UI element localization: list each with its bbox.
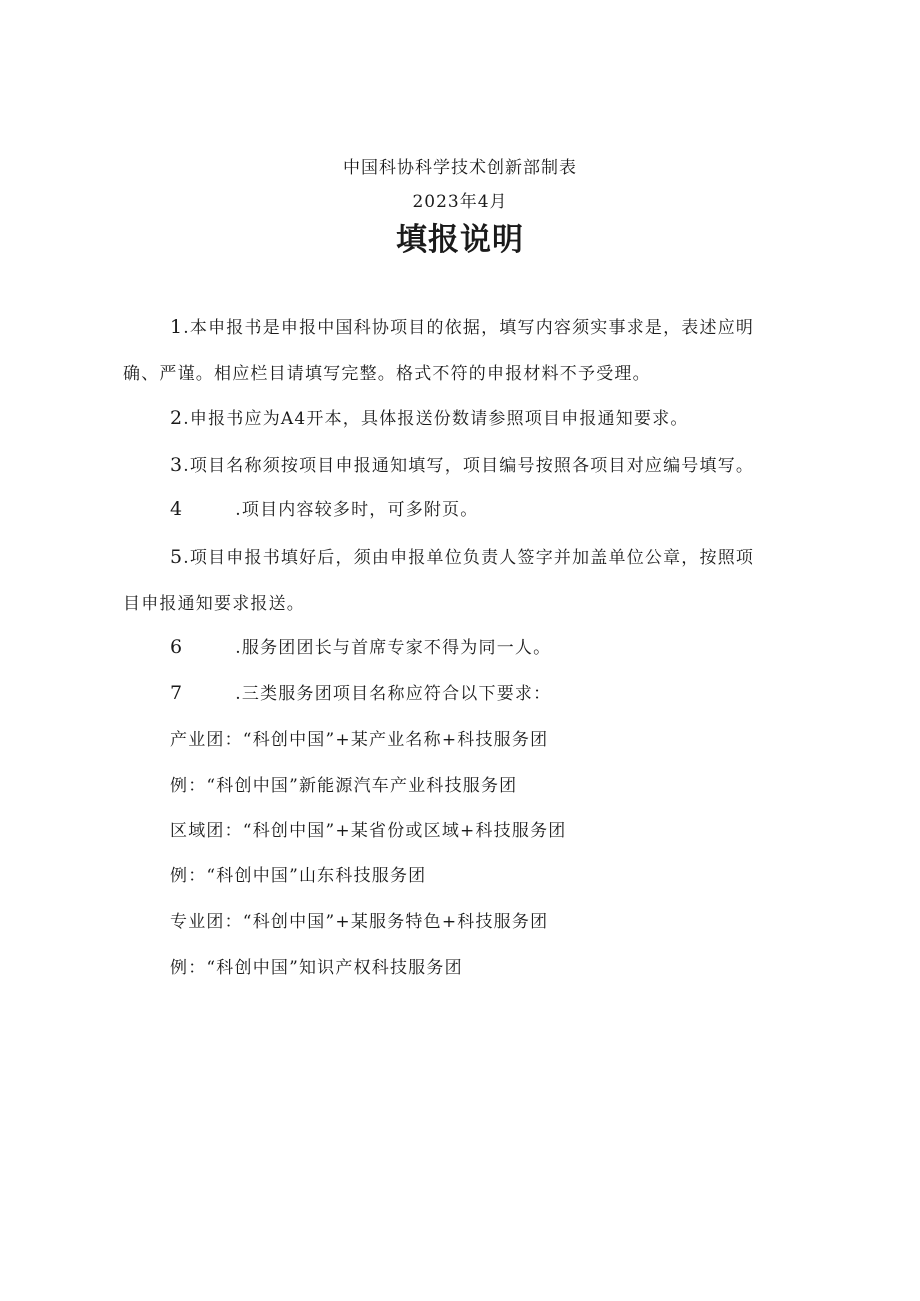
item-number: 4 — [170, 498, 184, 520]
issue-date: 2023年4月 — [412, 192, 508, 212]
instruction-item-6 — [170, 633, 551, 658]
instruction-item-5 — [170, 543, 754, 568]
item-number: 1 — [170, 316, 184, 338]
issuing-organization: 中国科协科学技术创新部制表 — [343, 158, 577, 178]
example-specialty-team: 例：“科创中国”知识产权科技服务团 — [170, 958, 463, 978]
instruction-item-7 — [170, 679, 551, 704]
item-number: 7 — [170, 682, 184, 704]
instruction-item-5-continued: 目申报通知要求报送。 — [123, 594, 305, 614]
item-number: 6 — [170, 636, 184, 658]
item-text: .项目名称须按项目申报通知填写，项目编号按照各项目对应编号填写。 — [183, 456, 755, 476]
rule-regional-team: 区域团：“科创中国”+某省份或区域+科技服务团 — [170, 821, 567, 841]
item-number: 3 — [170, 454, 184, 476]
rule-specialty-team: 专业团：“科创中国”+某服务特色+科技服务团 — [170, 912, 549, 932]
instruction-item-3 — [170, 451, 754, 476]
instruction-item-4 — [170, 495, 479, 520]
item-text: .项目内容较多时，可多附页。 — [235, 500, 479, 520]
item-text: .服务团团长与首席专家不得为同一人。 — [235, 638, 552, 658]
example-regional-team: 例：“科创中国”山东科技服务团 — [170, 866, 427, 886]
item-text: .本申报书是申报中国科协项目的依据，填写内容须实事求是，表述应明 — [183, 318, 755, 338]
rule-industry-team: 产业团：“科创中国”+某产业名称+科技服务团 — [170, 730, 549, 750]
instruction-item-1 — [170, 313, 754, 338]
instruction-item-1-continued: 确、严谨。相应栏目请填写完整。格式不符的申报材料不予受理。 — [123, 364, 651, 384]
item-number: 5 — [170, 546, 184, 568]
page-title: 填报说明 — [396, 222, 524, 258]
example-industry-team: 例：“科创中国”新能源汽车产业科技服务团 — [170, 776, 518, 796]
instruction-item-2 — [170, 404, 689, 429]
item-text: .三类服务团项目名称应符合以下要求： — [235, 684, 552, 704]
item-text: .申报书应为A4开本，具体报送份数请参照项目申报通知要求。 — [183, 409, 689, 429]
item-text: .项目申报书填好后，须由申报单位负责人签字并加盖单位公章，按照项 — [183, 548, 755, 568]
item-number: 2 — [170, 407, 184, 429]
